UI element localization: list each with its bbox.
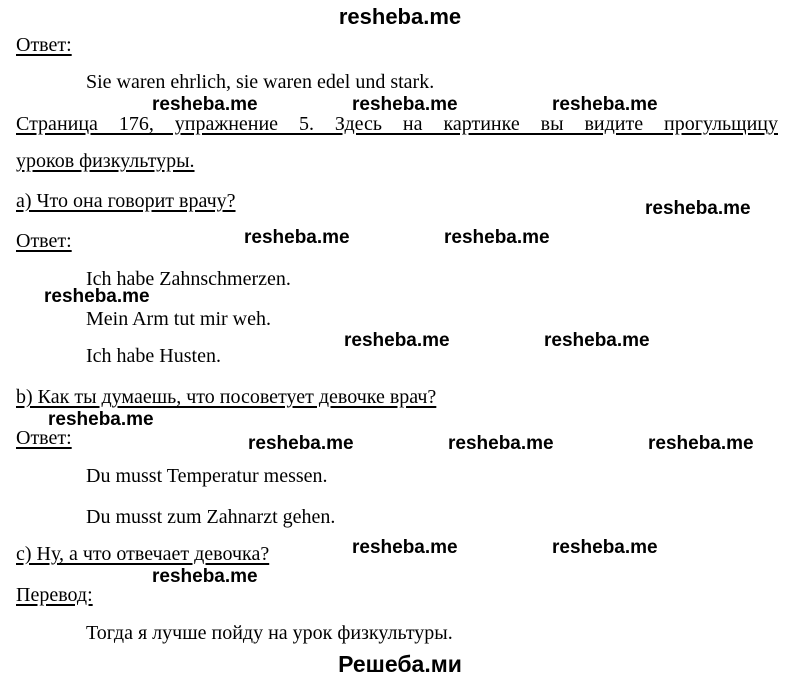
- translation-label: Перевод:: [16, 584, 93, 606]
- answer-a-line-2: Mein Arm tut mir weh.: [86, 308, 271, 330]
- answer-line: Sie waren ehrlich, sie waren edel und stark.: [86, 71, 435, 93]
- watermark: resheba.me: [152, 94, 258, 115]
- exercise-heading-line-1: Страница 176, упражнение 5. Здесь на картинке вы видите прогульщицу: [16, 113, 778, 135]
- answer-b-line-2: Du musst zum Zahnarzt gehen.: [86, 506, 336, 528]
- question-b: b) Как ты думаешь, что посоветует девочке врач?: [16, 386, 437, 408]
- answer-label-b: Ответ:: [16, 427, 72, 449]
- answer-label: Ответ:: [16, 34, 72, 56]
- answer-a-line-3: Ich habe Husten.: [86, 345, 221, 367]
- watermark: resheba.me: [352, 94, 458, 115]
- answer-b-line-1: Du musst Temperatur messen.: [86, 465, 328, 487]
- watermark: resheba.me: [552, 537, 658, 558]
- question-a: a) Что она говорит врачу?: [16, 190, 236, 212]
- watermark: resheba.me: [544, 330, 650, 351]
- watermark: resheba.me: [248, 433, 354, 454]
- question-c: c) Ну, а что отвечает девочка?: [16, 543, 270, 565]
- watermark: resheba.me: [152, 566, 258, 587]
- watermark: resheba.me: [444, 227, 550, 248]
- watermark: resheba.me: [44, 286, 150, 307]
- watermark: resheba.me: [552, 94, 658, 115]
- answer-label-a: Ответ:: [16, 230, 72, 252]
- watermark: resheba.me: [645, 198, 751, 219]
- watermark: resheba.me: [48, 409, 154, 430]
- site-footer: Решеба.ми: [338, 651, 462, 677]
- translation-line: Тогда я лучше пойду на урок физкультуры.: [86, 622, 453, 644]
- watermark: resheba.me: [448, 433, 554, 454]
- exercise-heading-line-2: уроков физкультуры.: [16, 150, 195, 172]
- answer-a-line-1: Ich habe Zahnschmerzen.: [86, 268, 291, 290]
- watermark: resheba.me: [352, 537, 458, 558]
- watermark: resheba.me: [648, 433, 754, 454]
- watermark: resheba.me: [344, 330, 450, 351]
- watermark: resheba.me: [244, 227, 350, 248]
- site-header: resheba.me: [338, 4, 462, 29]
